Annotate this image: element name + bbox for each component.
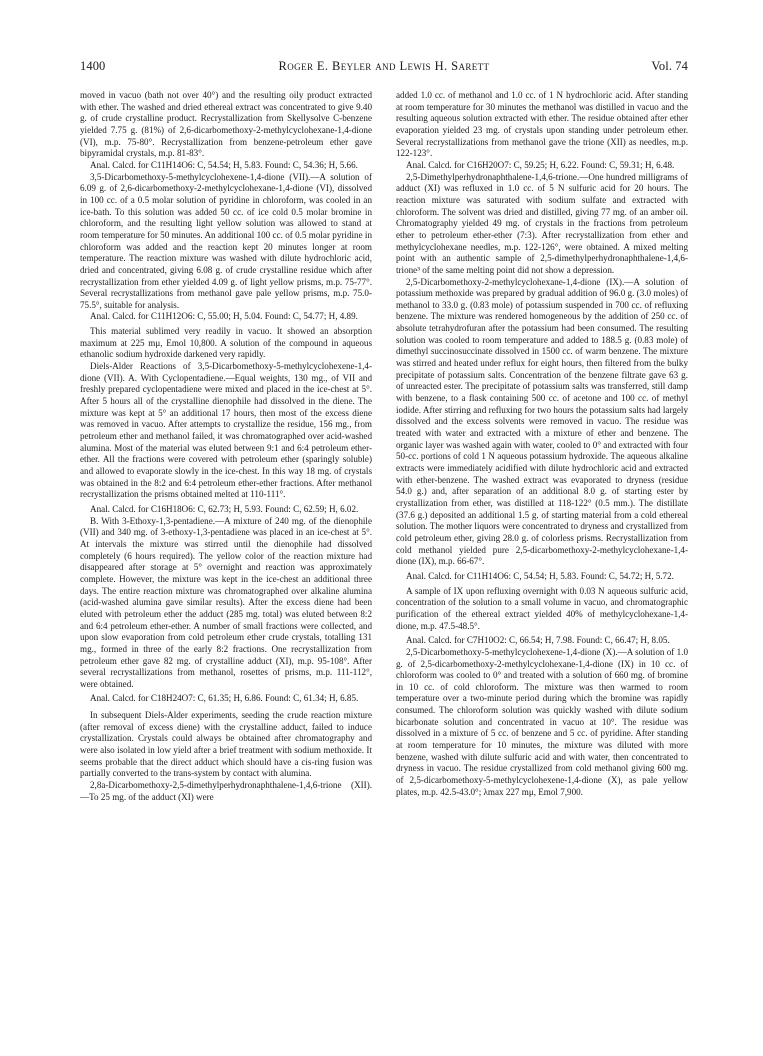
journal-page [80, 56, 688, 1036]
left-column [80, 90, 372, 803]
experimental-heading-paragraph: 2,5-Dimethylperhydronaphthalene-1,4,6-trione.—One hundred milligrams of adduct (XI) was refluxed in 1.0 cc. of 5 N sulfuric acid for 20 hours. The reaction mixture was saturated with sodium sulfate and extracted with chloroform. The solvent was dried and distilled, giving 77 mg. of an amber oil. Chromatography yielded 49 mg. of crystals in the fractions from petroleum ether to petroleum ether-ether (7:3). After recrystallization from ether and methylcyclohexane needles, m.p. 122-126°, were obtained. A mixed melting point with an authentic sample of 2,5-dimethylperhydronaphthalene-1,4,6-trione³ of the same melting point did not show a depression. [396, 171, 688, 275]
running-head-authors: Roger E. Beyler and Lewis H. Sarett [278, 59, 490, 73]
paragraph: In subsequent Diels-Alder experiments, seeding the crude reaction mixture (after removal of excess diene) with the crystalline adduct, failed to induce crystallization. Crystals could always be obtained after chromatography and were also isolated in low yield after a brief treatment with sodium methoxide. It seems probable that the direct adduct which should have a cis-ring fusion was partially converted to the trans-system by contact with alumina. [80, 710, 372, 779]
analysis-line: Anal. Calcd. for C11H14O6: C, 54.54; H, 5.83. Found: C, 54.36; H, 5.66. [90, 159, 358, 170]
paragraph: added 1.0 cc. of methanol and 1.0 cc. of 1 N hydrochloric acid. After standing at room temperature for 30 minutes the methanol was distilled in vacuo and the resulting aqueous solution extracted with ether. The residue obtained after ether evaporation yielded 23 mg. of crystals upon standing under petroleum ether. Several recrystallizations from methanol gave the trione (XII) as needles, m.p. 122-123°. [396, 90, 688, 159]
analysis-line: Anal. Calcd. for C16H20O7: C, 59.25; H, 6.22. Found: C, 59.31; H, 6.48. [406, 159, 675, 170]
analysis-line: Anal. Calcd. for C11H14O6: C, 54.54; H, 5.83. Found: C, 54.72; H, 5.72. [406, 570, 674, 581]
volume-label: Vol. 74 [651, 59, 688, 73]
two-column-body [80, 90, 688, 803]
experimental-heading-paragraph: 2,5-Dicarbomethoxy-2-methylcyclohexane-1,4-dione (IX).—A solution of potassium methoxide was prepared by gradual addition of 96.0 g. (3.0 moles) of methanol to 33.0 g. (0.83 mole) of potassium suspended in 700 cc. of refluxing benzene. The mixture was rendered homogeneous by the addition of 250 cc. of absolute tetrahydrofuran after the potassium had been consumed. The resulting solution was cooled to room temperature and added to 188.5 g. (0.83 mole) of dimethyl succinosuccinate dissolved in 1500 cc. of warm benzene. The mixture was stirred and heated under reflux for eight hours, then filtered from the bulky precipitate of potassium salts. Concentration of the benzene filtrate gave 63 g. of unreacted ester. The precipitate of potassium salts was transferred, still damp with benzene, to a flask containing 500 cc. of acetone and 100 cc. of methyl iodide. After stirring and refluxing for two hours the potassium salts had largely dissolved and the excess solvents were removed in vacuo. The residue was treated with water and extracted with a mixture of ether and benzene. The organic layer was washed again with water, cooled to 0° and extracted with four 50-cc. portions of cold 1 N aqueous potassium hydroxide. The aqueous alkaline extracts were immediately acidified with dilute hydrochloric acid and extracted with ether-benzene. The washed extract was evaporated to dryness (residue 54.0 g.) and, after separation of an additional 8.0 g. of starting ester by crystallization from ether, was distilled at 118-122° (0.5 mm.). The distillate (37.6 g.) deposited an additional 1.5 g. of starting material from a cold ethereal solution. The mother liquors were concentrated to dryness and crystallized from cold petroleum ether, giving 28.0 g. of colorless prisms. Recrystallization from cold methanol yielded pure 2,5-dicarbomethoxy-2-methylcyclohexane-1,4-dione (IX), m.p. 66-67°. [396, 276, 688, 567]
paragraph: A sample of IX upon refluxing overnight with 0.03 N aqueous sulfuric acid, concentration of the solution to a small volume in vacuo, and chromatographic purification of the ethereal extract yielded 40% of methylcyclohexane-1,4-dione, m.p. 47.5-48.5°. [396, 585, 688, 631]
analysis-line: Anal. Calcd. for C11H12O6: C, 55.00; H, 5.04. Found: C, 54.77; H, 4.89. [90, 311, 358, 322]
running-header [80, 56, 688, 76]
experimental-heading-paragraph: 3,5-Dicarbomethoxy-5-methylcyclohexene-1,4-dione (VII).—A solution of 6.09 g. of 2,6-dicarbomethoxy-2-methylcyclohexane-1,4-dione (VI), dissolved in 100 cc. of a 0.5 molar solution of pyridine in chloroform, was cooled in an ice-bath. To this solution was added 50 cc. of ice cold 0.5 molar bromine in chloroform, and the resulting light yellow solution was allowed to stand at room temperature for 50 minutes. An additional 100 cc. of 0.5 molar pyridine in chloroform was added and the reaction kept 20 minutes longer at room temperature. The reaction mixture was washed with dilute hydrochloric acid, dried and concentrated, giving 6.08 g. of crude crystalline residue which after recrystallization from ether yielded 4.09 g. of light yellow prisms, m.p. 75-77°. Several recrystallizations from methanol gave pale yellow prisms, m.p. 75.0-75.5°, suitable for analysis. [80, 171, 372, 310]
experimental-heading-paragraph: 2,5-Dicarbomethoxy-5-methylcyclohexene-1,4-dione (X).—A solution of 1.0 g. of 2,5-dicarbomethoxy-2-methylcyclohexane-1,4-dione (IX) in 10 cc. of chloroform was cooled to 0° and treated with a solution of 660 mg. of bromine in 10 cc. of cold chloroform. The mixture was then warmed to room temperature over a two-minute period during which the bromine was rapidly consumed. The chloroform solution was quickly washed with dilute sodium bicarbonate solution and concentrated in vacuo at 10°. The residue was dissolved in a mixture of 5 cc. of benzene and 5 cc. of pyridine. After standing at room temperature for 10 minutes, the mixture was diluted with more benzene, washed with dilute sulfuric acid and with water, then concentrated to dryness in vacuo. The residue crystallized from cold methanol giving 600 mg. of 2,5-dicarbomethoxy-5-methylcyclohexene-1,4-dione (X), as pale yellow plates, m.p. 42.5-43.0°; λmax 227 mμ, Emol 7,900. [396, 646, 688, 797]
analysis-line: Anal. Calcd. for C7H10O2: C, 66.54; H, 7.98. Found: C, 66.47; H, 8.05. [406, 635, 670, 646]
experimental-heading-paragraph: B. With 3-Ethoxy-1,3-pentadiene.—A mixture of 240 mg. of the dienophile (VII) and 340 mg. of 3-ethoxy-1,3-pentadiene was placed in an ice-chest at 5°. At intervals the mixture was stirred until the dienophile had dissolved completely (6 hours required). The yellow color of the reaction mixture had disappeared after storage at 5° overnight and reaction was approximately complete. However, the mixture was kept in the ice-chest an additional three days. The entire reaction mixture was chromatographed over alkaline alumina (acid-washed alumina gave similar results). After the excess diene had been eluted with petroleum ether the adduct (285 mg. total) was eluted between 8:2 and 6:4 petroleum ether-ether. A number of small fractions were collected, and upon slow evaporation from cold petroleum ether crude crystals, totalling 131 mg., formed in three of the early 8:2 fractions. One recrystallization from petroleum ether gave 82 mg. of crystalline adduct (XI), m.p. 95-108°. After several recrystallizations from methanol, rosettes of prisms, m.p. 111-112°, were obtained. [80, 515, 372, 689]
paragraph: moved in vacuo (bath not over 40°) and the resulting oily product extracted with ether. The washed and dried ethereal extract was concentrated to give 9.40 g. of crude crystalline product. Recrystallization from Skellysolve C-benzene yielded 7.75 g. (81%) of 2,6-dicarbomethoxy-2-methylcyclohexane-1,4-dione (VI), m.p. 75-80°. Recrystallization from benzene-petroleum ether gave bipyramidal crystals, m.p. 81-83°. [80, 90, 372, 159]
experimental-heading-paragraph: 2,8a-Dicarbomethoxy-2,5-dimethylperhydronaphthalene-1,4,6-trione (XII).—To 25 mg. of the adduct (XI) were [80, 780, 372, 802]
right-column [396, 90, 688, 798]
analysis-line: Anal. Calcd. for C16H18O6: C, 62.73; H, 5.93. Found: C, 62.59; H, 6.02. [90, 503, 359, 514]
paragraph: This material sublimed very readily in vacuo. It showed an absorption maximum at 225 mμ, Emol 10,800. A solution of the compound in aqueous ethanolic sodium hydroxide darkened very rapidly. [80, 326, 372, 360]
analysis-line: Anal. Calcd. for C18H24O7: C, 61.35; H, 6.86. Found: C, 61.34; H, 6.85. [90, 693, 359, 704]
page-number: 1400 [80, 59, 106, 73]
experimental-heading-paragraph: Diels-Alder Reactions of 3,5-Dicarbomethoxy-5-methylcyclohexene-1,4-dione (VII). A. With Cyclopentadiene.—Equal weights, 130 mg., of VII and freshly prepared cyclopentadiene were mixed and placed in the ice-chest at 5°. After 5 hours all of the crystalline dienophile had dissolved in the diene. The mixture was kept at 5° an additional 17 hours, then most of the excess diene was removed in vacuo. After attempts to crystallize the residue, 156 mg., from petroleum ether and methanol failed, it was chromatographed over acid-washed alumina. Most of the material was eluted between 9:1 and 6:4 petroleum ether-ether. All the fractions were covered with petroleum ether (sparingly soluble) and allowed to evaporate slowly in the ice-chest. In this way 18 mg. of crystals was obtained in the 8:2 and 6:4 petroleum ether-ether fractions. After methanol recrystallization the prisms obtained melted at 110-111°. [80, 361, 372, 500]
